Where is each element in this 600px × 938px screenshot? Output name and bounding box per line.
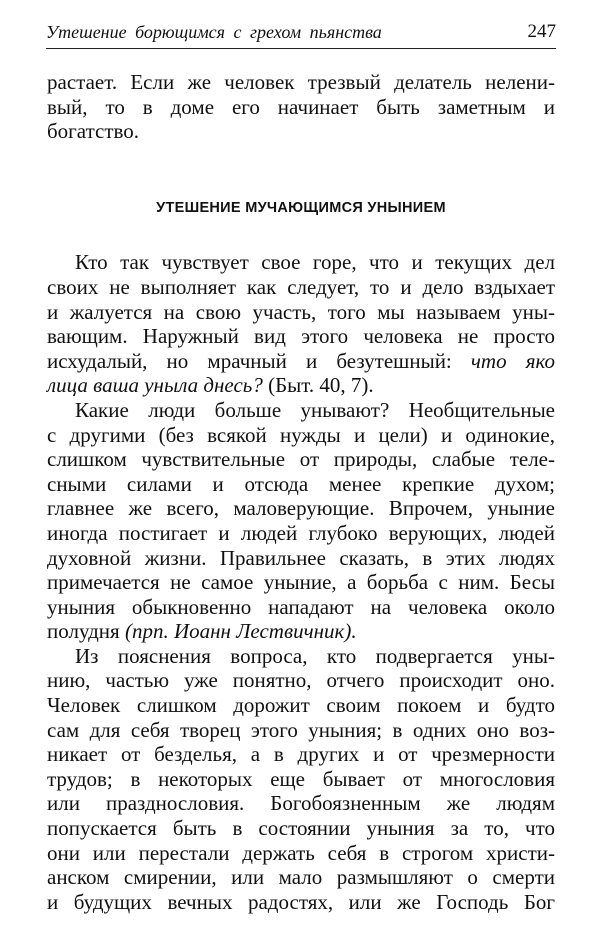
paragraph xyxy=(47,250,555,398)
text: Кто так чувствует свое горе, что и текущих дел xyxy=(75,250,555,275)
text-line xyxy=(47,423,555,448)
text-line xyxy=(47,398,555,423)
text: и будущих вечных радостях, или же Господь Бог xyxy=(47,889,555,914)
text-line xyxy=(47,349,555,374)
text-line xyxy=(47,119,555,144)
text-line xyxy=(47,865,555,890)
text-line xyxy=(47,890,555,915)
page-number: 247 xyxy=(527,21,556,42)
text: анском смирении, или мало размышляют о смерти xyxy=(47,865,555,890)
text-line xyxy=(47,324,555,349)
text: примечается не самое уныние, а борьба с ним. Бесы xyxy=(47,570,555,595)
text: Из пояснения вопроса, кто подвергается уны- xyxy=(75,643,555,668)
italic-text: что яко xyxy=(470,348,556,373)
text-line xyxy=(47,791,555,816)
text-line xyxy=(47,718,555,743)
text: с другими (без всякой нужды и цели) и одинокие, xyxy=(47,422,555,447)
section-text xyxy=(47,250,555,914)
text: уныния обыкновенно нападают на человека около xyxy=(47,594,555,619)
text-line xyxy=(47,70,555,95)
text: духовной жизни. Правильнее сказать, в этих людях xyxy=(47,545,555,570)
text-line xyxy=(47,496,555,521)
text: попускается быть в состоянии уныния за то, что xyxy=(47,816,555,841)
text-line xyxy=(47,447,555,472)
italic-text: (прп. Иоанн Лествичник). xyxy=(124,619,357,644)
text-line xyxy=(47,644,555,669)
text-line xyxy=(47,693,555,718)
text: или празднословия. Богобоязненным же людям xyxy=(47,791,555,816)
text-line xyxy=(47,95,555,120)
paragraph xyxy=(47,70,555,144)
text: богатство. xyxy=(47,119,140,144)
page-body xyxy=(47,70,555,914)
text: и жалуется на свою участь, того мы называем уны- xyxy=(47,299,555,324)
text-line xyxy=(47,570,555,595)
text-line xyxy=(47,472,555,497)
italic-text: лица ваша уныла днесь? xyxy=(47,373,263,398)
text-line xyxy=(47,595,555,620)
text-line xyxy=(47,300,555,325)
text-before-heading xyxy=(47,70,555,144)
text-line xyxy=(47,767,555,792)
text: иногда постигает и людей глубоко верующих, людей xyxy=(47,520,555,545)
text-line xyxy=(47,816,555,841)
text-line xyxy=(47,250,555,275)
text: трудов; в некоторых еще бывает от многословия xyxy=(47,766,555,791)
text: Человек слишком дорожит своим покоем и будто xyxy=(47,693,555,718)
text: они или перестали держать себя в строгом христи- xyxy=(47,840,555,865)
text: своих не выполняет как следует, то и дело вздыхает xyxy=(47,274,555,299)
text-line xyxy=(47,841,555,866)
text-line xyxy=(47,668,555,693)
text-line xyxy=(47,521,555,546)
text: слишком чувствительные от природы, слабые теле- xyxy=(47,447,555,472)
text: никает от безделья, а в других и от чрезмерности xyxy=(47,742,555,767)
paragraph xyxy=(47,398,555,644)
text: (Быт. 40, 7). xyxy=(262,373,374,398)
text: растает. Если же человек трезвый делатель нелени- xyxy=(47,70,555,94)
text: полудня xyxy=(47,619,125,644)
section-heading: УТЕШЕНИЕ МУЧАЮЩИМСЯ УНЫНИЕМ xyxy=(156,199,446,216)
text: вый, то в доме его начинает быть заметным и xyxy=(47,94,555,119)
text-line xyxy=(47,742,555,767)
text-line xyxy=(47,373,555,398)
text: главнее же всего, маловерующие. Впрочем, уныние xyxy=(47,496,555,521)
text: сам для себя творец этого уныния; в одних оно воз- xyxy=(47,717,555,742)
text-line xyxy=(47,546,555,571)
text-line xyxy=(47,275,555,300)
text: нию, частью уже понятно, отчего происходит оно. xyxy=(47,668,555,693)
running-header xyxy=(46,20,556,49)
text-line xyxy=(47,619,555,644)
text: исхудалый, но мрачный и безутешный: xyxy=(47,348,471,373)
text: Какие люди больше унывают? Необщительные xyxy=(75,397,555,422)
text: сными силами и отсюда менее крепкие духом; xyxy=(47,471,555,496)
paragraph xyxy=(47,644,555,915)
text: вающим. Наружный вид этого человека не просто xyxy=(47,324,555,349)
running-title: Утешение борющимся с грехом пьянства xyxy=(46,22,382,42)
